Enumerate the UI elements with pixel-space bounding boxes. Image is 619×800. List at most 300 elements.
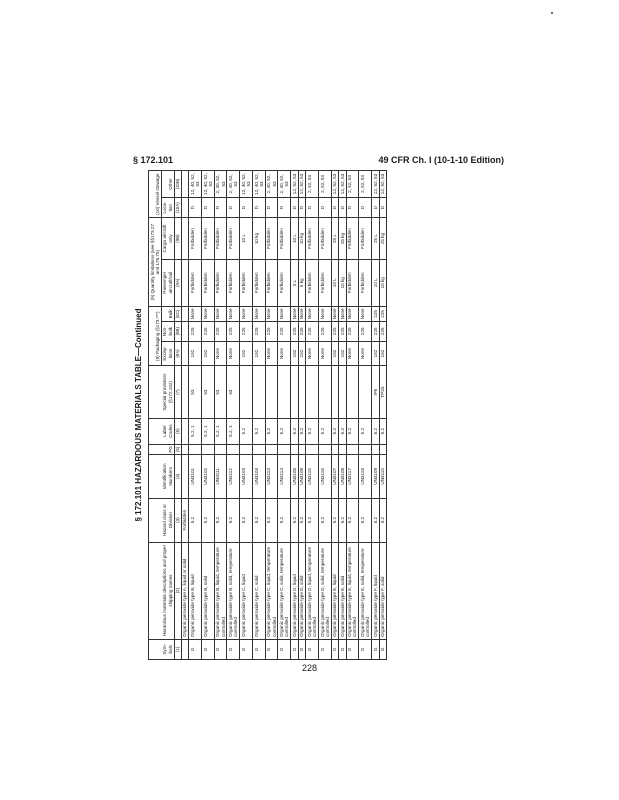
cell-label-codes: 5.2: [339, 418, 346, 444]
cell-location: D: [291, 197, 298, 218]
cell-label-codes: 5.2: [278, 418, 291, 444]
cell-passenger: Forbidden: [265, 259, 278, 306]
cell-hazard-class: 5.2: [214, 498, 227, 542]
cell-hazard-class: Forbidden: [181, 498, 188, 542]
col-non-bulk: Non-bulk: [161, 321, 174, 341]
cell-passenger: Forbidden: [240, 259, 253, 306]
cell-pg: [181, 444, 188, 455]
cell-other: 2, 52, 53: [346, 171, 359, 198]
cell-special-provisions: 53: [201, 366, 214, 418]
cell-special-provisions: [331, 366, 338, 418]
cell-exceptions: None: [346, 341, 359, 366]
table-row: [189, 171, 202, 660]
cell-hazard-class: 5.2: [379, 498, 386, 542]
cell-non-bulk: 225: [189, 321, 202, 341]
cell-label-codes: 5.2, 1: [214, 418, 227, 444]
cell-passenger: Forbidden: [306, 259, 319, 306]
cell-description: Organic peroxide type D, solid: [298, 542, 305, 639]
cell-exceptions: None: [214, 341, 227, 366]
page-number: 228: [301, 663, 318, 673]
col-pg: PG: [149, 444, 175, 455]
cell-pg: [278, 444, 291, 455]
cell-symbol: G: [346, 639, 359, 659]
cell-symbol: G: [291, 639, 298, 659]
table-row: [372, 171, 379, 660]
cell-bulk: None: [359, 306, 372, 321]
cell-id-number: UN3118: [359, 455, 372, 498]
hazmat-table: [148, 170, 387, 660]
cell-description: Organic peroxide type E, liquid, temperature controlled: [346, 542, 359, 639]
cell-special-provisions: TP33: [379, 366, 386, 418]
cell-other: 12, 52, 53: [291, 171, 298, 198]
table-row: [291, 171, 298, 660]
cell-bulk: None: [189, 306, 202, 321]
cell-special-provisions: [252, 366, 265, 418]
cell-location: D: [278, 197, 291, 218]
cell-special-provisions: 53: [189, 366, 202, 418]
cell-other: 2, 40, 52, 53: [227, 171, 240, 198]
cell-other: 12, 52, 53: [379, 171, 386, 198]
cell-symbol: G: [214, 639, 227, 659]
cell-id-number: UN3113: [265, 455, 278, 498]
table-row: [252, 171, 265, 660]
cell-label-codes: 5.2: [265, 418, 278, 444]
cell-description: Organic peroxide type D, liquid: [291, 542, 298, 639]
cell-passenger: Forbidden: [278, 259, 291, 306]
cell-pg: [339, 444, 346, 455]
col-other: Other: [161, 171, 174, 198]
cell-id-number: UN3102: [201, 455, 214, 498]
cell-id-number: UN3101: [189, 455, 202, 498]
cell-pg: [189, 444, 202, 455]
cell-hazard-class: 5.2: [227, 498, 240, 542]
cell-cargo: 10 kg: [298, 218, 305, 259]
cell-bulk: None: [214, 306, 227, 321]
table-row: [346, 171, 359, 660]
cell-other: 12, 40, 52, 53: [201, 171, 214, 198]
cell-bulk: None: [291, 308, 297, 320]
cell-symbol: G: [359, 639, 372, 659]
column-number-row: [174, 171, 181, 660]
column-number: (7): [174, 366, 181, 418]
cell-id-number: [181, 455, 188, 498]
cell-location: D: [252, 197, 265, 218]
table-row: [227, 171, 240, 660]
cell-cargo: 10 L: [240, 218, 253, 259]
cell-description: Organic peroxide type C, liquid, temperature controlled: [265, 542, 278, 639]
cell-label-codes: 5.2: [372, 418, 379, 444]
cell-id-number: UN3109: [372, 455, 379, 498]
cell-id-number: UN3106: [298, 455, 305, 498]
cell-id-number: UN3105: [291, 455, 298, 498]
cell-label-codes: 5.2: [318, 418, 331, 444]
cell-description: Organic peroxide type B, liquid, temperature controlled: [214, 542, 227, 639]
col-quantity-limitations: (9) Quantity limitations (see §§173.27 and 175.75): [149, 218, 162, 306]
column-number: (1): [174, 639, 181, 659]
cell-non-bulk: 225: [240, 321, 253, 341]
cell-passenger: Forbidden: [318, 259, 331, 306]
cell-other: 2, 52, 53: [306, 171, 319, 198]
column-number: (3): [174, 498, 181, 542]
cell-label-codes: [181, 418, 188, 444]
cell-pg: [240, 444, 253, 455]
cell-non-bulk: 225: [201, 321, 214, 341]
cell-bulk: None: [318, 306, 331, 321]
cell-other: 2, 40, 52, 53: [278, 171, 291, 198]
cell-non-bulk: 225: [331, 321, 338, 341]
table-row: [306, 171, 319, 660]
cell-id-number: UN3108: [339, 455, 346, 498]
table-row: [201, 171, 214, 660]
cell-non-bulk: 225: [227, 321, 240, 341]
cell-description: Organic peroxide type A, liquid or solid: [181, 542, 188, 639]
cell-hazard-class: 5.2: [201, 498, 214, 542]
table-row: [265, 171, 278, 660]
cell-exceptions: None: [359, 341, 372, 366]
cell-symbol: G: [331, 639, 338, 659]
cell-label-codes: 5.2: [252, 418, 265, 444]
cell-location: D: [298, 197, 305, 218]
cell-cargo: 10 kg: [252, 218, 265, 259]
cell-id-number: UN3117: [346, 455, 359, 498]
cell-special-provisions: [339, 366, 346, 418]
cell-passenger: Forbidden: [189, 259, 202, 306]
col-cargo: Cargo aircraft only: [161, 218, 174, 259]
cell-special-provisions: [291, 366, 298, 418]
cell-cargo: Forbidden: [278, 218, 291, 259]
cell-hazard-class: 5.2: [265, 498, 278, 542]
table-body: [181, 171, 386, 660]
column-number: (8C): [174, 306, 181, 321]
cell-label-codes: 5.2: [291, 418, 298, 444]
cell-exceptions: None: [278, 341, 291, 366]
table-row: [331, 171, 338, 660]
cell-bulk: None: [306, 306, 319, 321]
cell-location: D: [359, 197, 372, 218]
cell-bulk: None: [252, 306, 265, 321]
cell-exceptions: 152: [372, 341, 379, 366]
cell-non-bulk: 225: [265, 321, 278, 341]
cell-id-number: UN3115: [306, 455, 319, 498]
cell-bulk: None: [240, 306, 253, 321]
cell-non-bulk: 225: [252, 321, 265, 341]
cell-hazard-class: 5.2: [278, 498, 291, 542]
cell-non-bulk: 225: [278, 321, 291, 341]
col-location: Loca-tion: [161, 197, 174, 218]
table-row: [318, 171, 331, 660]
cell-passenger: Forbidden: [252, 259, 265, 306]
cell-cargo: 25 kg: [339, 218, 346, 259]
cell-passenger: 10 kg: [379, 259, 386, 306]
col-exceptions: Excep-tions: [161, 341, 174, 366]
cell-symbol: G: [339, 639, 346, 659]
cell-symbol: G: [201, 639, 214, 659]
cell-bulk: None: [265, 306, 278, 321]
cell-symbol: G: [252, 639, 265, 659]
cell-label-codes: 5.2: [379, 418, 386, 444]
col-description: Hazardous materials descriptions and proper shipping names: [149, 542, 175, 639]
cell-other: 12, 40, 52, 53: [240, 171, 253, 198]
cell-exceptions: 152: [331, 341, 338, 366]
rotated-table-frame: [130, 170, 490, 660]
cell-label-codes: 5.2: [331, 418, 338, 444]
cell-exceptions: None: [227, 341, 240, 366]
cell-passenger: Forbidden: [201, 259, 214, 306]
cell-cargo: Forbidden: [201, 218, 214, 259]
cell-special-provisions: [306, 366, 319, 418]
cell-non-bulk: 225: [359, 321, 372, 341]
cell-id-number: UN3107: [331, 455, 338, 498]
cell-pg: [227, 444, 240, 455]
cell-id-number: UN3114: [278, 455, 291, 498]
cell-cargo: 25 L: [372, 218, 379, 259]
cell-pg: [359, 444, 372, 455]
cell-hazard-class: 5.2: [306, 498, 319, 542]
col-special-provisions: Special provisions (§172.102): [149, 366, 175, 418]
cell-non-bulk: 225: [318, 321, 331, 341]
cell-cargo: [181, 218, 188, 259]
cell-hazard-class: 5.2: [318, 498, 331, 542]
cell-exceptions: 152: [379, 341, 386, 366]
cell-pg: [265, 444, 278, 455]
column-number: (2): [174, 542, 181, 639]
cell-other: 2, 52, 53: [359, 171, 372, 198]
cell-exceptions: None: [318, 341, 331, 366]
cell-pg: [201, 444, 214, 455]
cell-symbol: G: [318, 639, 331, 659]
cell-description: Organic peroxide type C, solid: [252, 542, 265, 639]
cell-exceptions: 152: [298, 341, 305, 366]
cell-special-provisions: [318, 366, 331, 418]
column-number: (6): [174, 418, 181, 444]
cell-bulk: None: [201, 306, 214, 321]
cell-location: D: [372, 197, 379, 218]
table-row: [240, 171, 253, 660]
cell-description: Organic peroxide type D, liquid, temperature controlled: [306, 542, 319, 639]
cell-pg: [379, 444, 386, 455]
cell-non-bulk: 225: [298, 321, 305, 341]
cell-special-provisions: [265, 366, 278, 418]
cell-exceptions: 152: [201, 341, 214, 366]
cell-location: [181, 197, 188, 218]
cell-cargo: Forbidden: [214, 218, 227, 259]
cell-location: D: [265, 197, 278, 218]
col-bulk: Bulk: [161, 306, 174, 321]
cell-special-provisions: [298, 366, 305, 418]
cell-passenger: Forbidden: [214, 259, 227, 306]
cell-other: 12, 40, 52, 53: [189, 171, 202, 198]
cell-location: D: [339, 197, 346, 218]
col-label-codes: Label Codes: [149, 418, 175, 444]
cell-description: Organic peroxide type B, solid: [201, 542, 214, 639]
cell-exceptions: None: [306, 341, 319, 366]
cell-hazard-class: 5.2: [372, 498, 379, 542]
cell-location: D: [318, 197, 331, 218]
cell-pg: [331, 444, 338, 455]
cell-other: 2, 52, 53: [318, 171, 331, 198]
col-symbols: Sym-bols: [149, 639, 175, 659]
cell-pg: [372, 444, 379, 455]
cell-symbol: G: [379, 639, 386, 659]
cell-cargo: Forbidden: [306, 218, 319, 259]
cell-hazard-class: 5.2: [346, 498, 359, 542]
cell-other: [181, 171, 188, 198]
cell-hazard-class: 5.2: [189, 498, 202, 542]
cell-cargo: 25 L: [331, 218, 338, 259]
cell-non-bulk: 225: [346, 321, 359, 341]
cell-location: D: [306, 197, 319, 218]
cell-exceptions: None: [265, 341, 278, 366]
cell-description: Organic peroxide type C, solid, temperature controlled: [278, 542, 291, 639]
cell-cargo: 25 kg: [379, 218, 386, 259]
cell-passenger: 5 L: [291, 259, 298, 306]
cell-pg: [318, 444, 331, 455]
table-row: [278, 171, 291, 660]
cell-location: D: [201, 197, 214, 218]
cell-pg: [291, 444, 298, 455]
cell-non-bulk: 225: [372, 321, 379, 341]
cell-bulk: None: [346, 306, 359, 321]
cell-symbol: G: [240, 639, 253, 659]
section-header: § 172.101: [133, 155, 174, 165]
cell-id-number: UN3110: [379, 455, 386, 498]
column-number: (8A): [174, 341, 181, 366]
cell-location: D: [189, 197, 202, 218]
cell-bulk: None: [227, 306, 240, 321]
cell-passenger: 10 L: [372, 259, 379, 306]
cell-description: Organic peroxide type E, solid, temperature controlled: [359, 542, 372, 639]
page-mark: [551, 12, 553, 14]
column-number: (10B): [174, 171, 181, 198]
cell-description: Organic peroxide type B, solid, temperature controlled: [227, 542, 240, 639]
cell-hazard-class: 5.2: [339, 498, 346, 542]
cell-hazard-class: 5.2: [331, 498, 338, 542]
cell-id-number: UN3116: [318, 455, 331, 498]
cell-special-provisions: 53: [227, 366, 240, 418]
cell-symbol: G: [227, 639, 240, 659]
table-row: [181, 171, 188, 660]
cell-symbol: G: [306, 639, 319, 659]
column-number: (9A): [174, 259, 181, 306]
cell-location: D: [227, 197, 240, 218]
cell-exceptions: 152: [291, 341, 298, 366]
cell-pg: [346, 444, 359, 455]
col-vessel-stowage: (10) Vessel stowage: [149, 171, 162, 218]
cell-location: D: [240, 197, 253, 218]
table-row: [359, 171, 372, 660]
cell-cargo: Forbidden: [189, 218, 202, 259]
column-number: (10A): [174, 197, 181, 218]
cell-cargo: Forbidden: [227, 218, 240, 259]
cell-location: D: [331, 197, 338, 218]
cell-special-provisions: [181, 366, 188, 418]
cell-bulk: 225: [372, 306, 379, 321]
col-hazard-class: Hazard class or Division: [149, 498, 175, 542]
table-title: § 172.101 HAZARDOUS MATERIALS TABLE—Continued: [134, 308, 143, 522]
cell-label-codes: 5.2: [240, 418, 253, 444]
table-row: [214, 171, 227, 660]
table-row: [298, 171, 305, 660]
cell-description: Organic peroxide type E, solid: [339, 542, 346, 639]
cell-special-provisions: 53: [214, 366, 227, 418]
cell-cargo: Forbidden: [265, 218, 278, 259]
cell-id-number: UN3112: [227, 455, 240, 498]
cell-description: Organic peroxide type E, liquid: [331, 542, 338, 639]
cell-non-bulk: 225: [379, 321, 386, 341]
cell-label-codes: 5.2: [359, 418, 372, 444]
cell-non-bulk: 225: [306, 321, 319, 341]
cell-exceptions: 152: [339, 341, 346, 366]
rotated-table-content: [130, 170, 490, 660]
col-id-numbers: Identification Numbers: [149, 455, 175, 498]
cell-hazard-class: 5.2: [291, 498, 298, 542]
cell-symbol: G: [265, 639, 278, 659]
cell-special-provisions: [346, 366, 359, 418]
cell-other: 12, 52, 53: [339, 171, 346, 198]
cell-non-bulk: 225: [214, 321, 227, 341]
cell-special-provisions: IP5: [372, 366, 379, 418]
cell-passenger: Forbidden: [359, 259, 372, 306]
cell-bulk: None: [299, 308, 305, 320]
cell-symbol: G: [372, 639, 379, 659]
cell-passenger: [181, 259, 188, 306]
cell-bulk: None: [332, 308, 338, 320]
cell-hazard-class: 5.2: [252, 498, 265, 542]
cell-exceptions: 152: [189, 341, 202, 366]
cell-non-bulk: 225: [339, 321, 346, 341]
cell-bulk: None: [278, 306, 291, 321]
cell-id-number: UN3111: [214, 455, 227, 498]
column-number: (4): [174, 455, 181, 498]
cell-pg: [252, 444, 265, 455]
cell-special-provisions: [278, 366, 291, 418]
cell-symbol: [181, 639, 188, 659]
cell-cargo: Forbidden: [318, 218, 331, 259]
cell-label-codes: 5.2, 1: [227, 418, 240, 444]
cell-label-codes: 5.2: [298, 418, 305, 444]
cell-other: 12, 52, 53: [298, 171, 305, 198]
cell-symbol: G: [189, 639, 202, 659]
cell-pg: [306, 444, 319, 455]
cell-other: 2, 40, 52, 53: [265, 171, 278, 198]
cell-non-bulk: 225: [291, 321, 298, 341]
cell-non-bulk: [181, 321, 188, 341]
cell-passenger: 10 L: [331, 259, 338, 306]
cell-cargo: 10 L: [291, 218, 298, 259]
cell-other: 12, 52, 53: [331, 171, 338, 198]
cell-label-codes: 5.2: [346, 418, 359, 444]
column-number: (5): [174, 444, 181, 455]
column-number: (8B): [174, 321, 181, 341]
cell-other: 2, 40, 52, 53: [214, 171, 227, 198]
cell-label-codes: 5.2: [306, 418, 319, 444]
cell-id-number: UN3104: [252, 455, 265, 498]
cell-description: Organic peroxide type B, liquid: [189, 542, 202, 639]
col-packaging: (8) Packaging (§173.***): [149, 306, 162, 366]
cell-bulk: 225: [379, 306, 386, 321]
cell-id-number: UN3103: [240, 455, 253, 498]
cell-location: D: [346, 197, 359, 218]
col-passenger: Passenger aircraft/rail: [161, 259, 174, 306]
cell-bulk: [181, 306, 188, 321]
cell-pg: [298, 444, 305, 455]
cell-location: D: [214, 197, 227, 218]
cell-passenger: 10 kg: [339, 259, 346, 306]
cell-exceptions: 152: [252, 341, 265, 366]
cell-description: Organic peroxide type F, solid: [379, 542, 386, 639]
cell-passenger: Forbidden: [227, 259, 240, 306]
cfr-header: 49 CFR Ch. I (10-1-10 Edition): [378, 155, 504, 165]
